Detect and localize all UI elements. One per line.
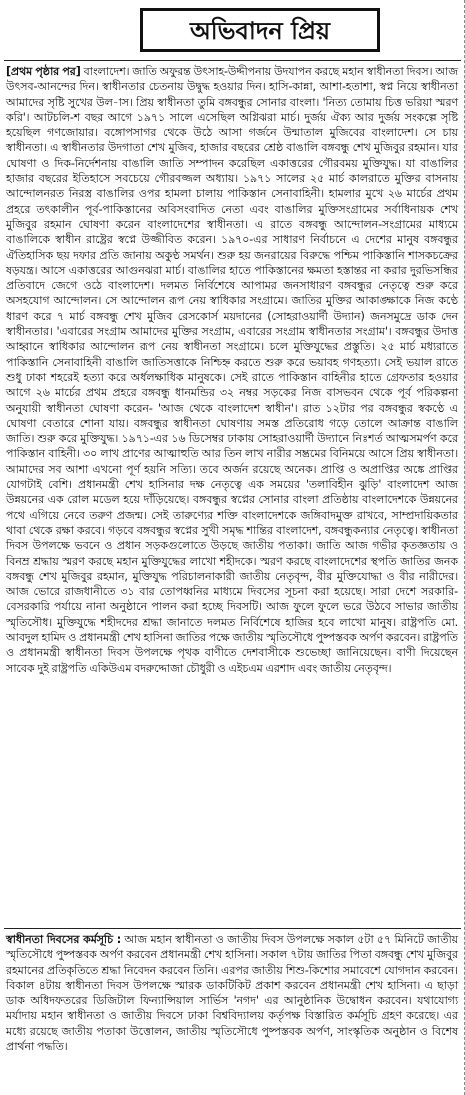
article-body [6,64,458,676]
program-section [6,932,458,1054]
headline: অভিবাদন প্রিয় [140,8,380,52]
section-divider [4,928,461,929]
program-text: আজ মহান স্বাধীনতা ও জাতীয় দিবস উপলক্ষে সকাল ৫টা ৫৭ মিনিটে জাতীয় স্মৃতিসৌধে পুষ্পস্তবক অর্পণ করবেন প্রধানমন্ত্রী শেখ হাসিনা। সকাল ৭টায় জাতির পিতা বঙ্গবন্ধু শেখ মুজিবুর রহমানের প্রতিকৃতিতে শ্রদ্ধা নিবেদন করবেন তিনি। এরপর জাতীয় শিশু-কিশোর সমাবেশে যোগদান করবেন। বিকাল ৪টায় স্বাধীনতা দিবস উপলক্ষে স্মারক ডাকটিকিট প্রকাশ করবেন প্রধানমন্ত্রী শেখ হাসিনা। এ ছাড়া ডাক অধিদফতরের ডিজিটাল ফিন্যান্সিয়াল সার্ভিস 'নগদ' এর আনুষ্ঠানিক উদ্বোধন করবেন। যথাযোগ্য মর্যাদায় মহান স্বাধীনতা ও জাতীয় দিবসে ঢাকা বিশ্ববিদ্যালয় কর্তৃপক্ষ বিস্তারিত কর্মসূচি গ্রহণ করেছে। এর মধ্যে রয়েছে জাতীয় পতাকা উত্তোলন, জাতীয় স্মৃতিসৌধে পুষ্পস্তবক অর্পণ, সাংস্কৃতিক অনুষ্ঠান ও বিশেষ প্রার্থনা পদ্ধতি। [6,933,459,1054]
article-text: বাংলাদেশ। জাতি অফুরন্ত উৎসাহ-উদ্দীপনায় উদযাপন করছে মহান স্বাধীনতা দিবস। আজ উৎসব-আনন্দের দিন। স্বাধীনতার চেতনায় উদ্বুদ্ধ হওয়ার দিন। হাসি-কান্না, আশা-হতাশা, স্বপ্ন নিয়ে স্বাধীনতা আমাদের সৃষ্টি সুখের উল-াস। প্রিয় স্বাধীনতা তুমি বঙ্গবন্ধুর সোনার বাংলা। 'নিত্য তোমায় চিত্ত ভরিয়া স্মরণ করি'। আটচলি-শ বছর আগে ১৯৭১ সালে এসেছিল অগ্নিঝরা মার্চ। দুর্জয় ঐক্য আর দুর্জয় সংকল্পে সৃষ্টি হয়েছিল গণজোয়ার। বঙ্গোপসাগর থেকে উঠে আসা গর্জনে উন্মাতাল মুজিবের বাংলাদেশ। সে চায় স্বাধীনতা। এ স্বাধীনতার উদগাতা শেখ মুজিব, হাজার বছরের শ্রেষ্ঠ বাঙালি বঙ্গবন্ধু শেখ মুজিবুর রহমান। যার ঘোষণা ও দিক-নির্দেশনায় বাঙালি জাতি সম্পাদন করেছিল একাত্তরের গৌরবময় মুক্তিযুদ্ধ। যা বাঙালির হাজার বছরের ইতিহাসে সবচেয়ে গৌরবজ্জল অধ্যায়। ১৯৭১ সালের ২৫ মার্চ কালরাতে মুক্তির বাসনায় আন্দোলনরত নিরস্ত্র বাঙালির ওপর হামলা চালায় পাকিস্তান সেনাবাহিনী। হামলার মুখে ২৬ মার্চের প্রথম প্রহরে তৎকালীন পূর্ব-পাকিস্তানের অবিসংবাদিত নেতা এবং বাঙালির মুক্তিসংগ্রামের সর্বাধিনায়ক শেখ মুজিবুর রহমান ঘোষণা করেন বাংলাদেশের স্বাধীনতা। এ রাতে বঙ্গবন্ধু আন্দোলন-সংগ্রামের মাধ্যমে বাঙালিকে স্বাধীন রাষ্ট্রের স্বপ্নে উজ্জীবিত করেন। ১৯৭০-এর সাধারণ নির্বাচনে এ দেশের মানুষ বঙ্গবন্ধুর ঐতিহাসিক ছয় দফার প্রতি জানায় অকুণ্ঠ সমর্থন। শুরু হয় জনরায়ের বিরুদ্ধে পশ্চিম পাকিস্তানি শাসকচক্রের ষড়যন্ত্র। আসে একাত্তরের আগুনঝরা মার্চ। বাঙালির হাতে পাকিস্তানের ক্ষমতা হস্তান্তর না করার দুরভিসন্ধির প্রতিবাদে জেগে ওঠে বাংলাদেশ। দলমত নির্বিশেষে আপামর জনসাধারণ বঙ্গবন্ধুর নেতৃত্বে শুরু করে অসহযোগ আন্দোলন। সে আন্দোলন রূপ নেয় স্বাধিকার সংগ্রামে। জাতির মুক্তির আকাঙ্ক্ষাকে নিজ কণ্ঠে ধারণ করে ৭ মার্চ বঙ্গবন্ধু শেখ মুজিব রেসকোর্স ময়দানের (সোহরাওয়ার্দী উদ্যান) জনসমুদ্রে ডাক দেন স্বাধীনতার। 'এবারের সংগ্রাম আমাদের মুক্তির সংগ্রাম, এবারের সংগ্রাম স্বাধীনতার সংগ্রাম'। বঙ্গবন্ধুর উদাত্ত আহ্বানে স্বাধিকার আন্দোলন রূপ নেয় স্বাধীনতা সংগ্রামে। চলে মুক্তিযুদ্ধের প্রস্তুতি। ২৫ মার্চ মধ্যরাতে পাকিস্তানি সেনাবাহিনী বাঙালি জাতিসত্তাকে নিশ্চিহ্ন করতে শুরু করে ভয়াবহ গণহত্যা। সেই ভয়াল রাতে শুধু ঢাকা শহরেই হত্যা করে অর্ধলক্ষাধিক মানুষকে। সেই রাতে পাকিস্তান বাহিনীর হাতে গ্রেফতার হওয়ার আগে ২৬ মার্চের প্রথম প্রহরে বঙ্গবন্ধু ধানমন্ডির ৩২ নম্বর সড়কের নিজ বাসভবন থেকে পূর্ব পরিকল্পনা অনুযায়ী স্বাধীনতা ঘোষণা করেন- 'আজ থেকে বাংলাদেশ স্বাধীন'। রাত ১২টার পর বঙ্গবন্ধুর স্বকণ্ঠে এ ঘোষণা বেতারে শোনা যায়। বঙ্গবন্ধুর স্বাধীনতা ঘোষণায় সমস্ত প্রতিরোধ গড়ে তোলে আক্রান্ত বাঙালি জাতি। শুরু করে মুক্তিযুদ্ধ। ১৯৭১-এর ১৬ ডিসেম্বর ঢাকায় সোহরাওয়ার্দী উদ্যানে নিঃশর্ত আত্মসমর্পণ করে পাকিস্তান বাহিনী। ৩০ লাখ প্রাণের আত্মাহুতি আর তিন লাখ নারীর সম্ভ্রমের বিনিময়ে আসে প্রিয় স্বাধীনতা। আমাদের সব আশা এখনো পূর্ণ হয়নি সত্যি। তবে অর্জন রয়েছে অনেক। প্রাপ্তি ও অপ্রাপ্তির অঙ্কে প্রাপ্তির যোগটাই বেশি। প্রধানমন্ত্রী শেখ হাসিনার দক্ষ নেতৃত্বে এক সময়ের 'তলাবিহীন ঝুড়ি' বাংলাদেশ আজ উন্নয়নের এক রোল মডেল হয়ে দাঁড়িয়েছে। বঙ্গবন্ধুর স্বপ্নের সোনার বাংলা প্রতিষ্ঠায় বাংলাদেশকে উন্নয়নের পথে এগিয়ে নেবে তরুণ প্রজন্ম। সেই তারুণ্যের শক্তি বাংলাদেশকে জঙ্গিবাদমুক্ত রাখবে, সাম্প্রদায়িকতার থাবা থেকে রক্ষা করবে। গড়বে বঙ্গবন্ধুর স্বপ্নের সুখী সমৃদ্ধ শান্তির বাংলাদেশ, বঙ্গবন্ধুকন্যার নেতৃত্বে। স্বাধীনতা দিবস উপলক্ষে ভবনে ও প্রধান সড়কগুলোতে উড়ছে জাতীয় পতাকা। জাতি আজ গভীর কৃতজ্ঞতায় ও বিনম্র শ্রদ্ধায় স্মরণ করছে মহান মুক্তিযুদ্ধের লাখো শহীদকে। স্মরণ করছে বাংলাদেশের স্থপতি জাতির জনক বঙ্গবন্ধু শেখ মুজিবুর রহমান, মুক্তিযুদ্ধ পরিচালনাকারী জাতীয় নেতৃবৃন্দ, বীর মুক্তিযোদ্ধা ও বীর নারীদের। আজ ভোরে রাজধানীতে ৩১ বার তোপধ্বনির মাধ্যমে দিবসের সূচনা করা হয়েছে। সারা দেশে সরকারি-বেসরকারি পর্যায়ে নানা অনুষ্ঠানে পালন করা হচ্ছে দিবসটি। আজ ফুলে ফুলে ভরে উঠবে সাভার জাতীয় স্মৃতিসৌধ। মুক্তিযুদ্ধে শহীদদের শ্রদ্ধা জানাতে দলমত নির্বিশেষে হাজির হবে লাখো মানুষ। রাষ্ট্রপতি মো. আবদুল হামিদ ও প্রধানমন্ত্রী শেখ হাসিনা জাতির পক্ষে জাতীয় স্মৃতিসৌধে পুষ্পস্তবক অর্পণ করবেন। রাষ্ট্রপতি ও প্রধানমন্ত্রী স্বাধীনতা দিবস উপলক্ষে পৃথক বাণীতে দেশবাসীকে শুভেচ্ছা জানিয়েছেন। বাণী দিয়েছেন সাবেক দুই রাষ্ট্রপতি একিউএম বদরুদ্দোজা চৌধুরী ও এইচএম এরশাদ এবং জাতীয় নেতৃবৃন্দ। [6,65,459,675]
continuation-label: [প্রথম পৃষ্ঠার পর] [6,65,81,78]
top-divider [4,60,461,61]
program-heading: স্বাধীনতা দিবসের কর্মসূচি : [6,933,121,946]
